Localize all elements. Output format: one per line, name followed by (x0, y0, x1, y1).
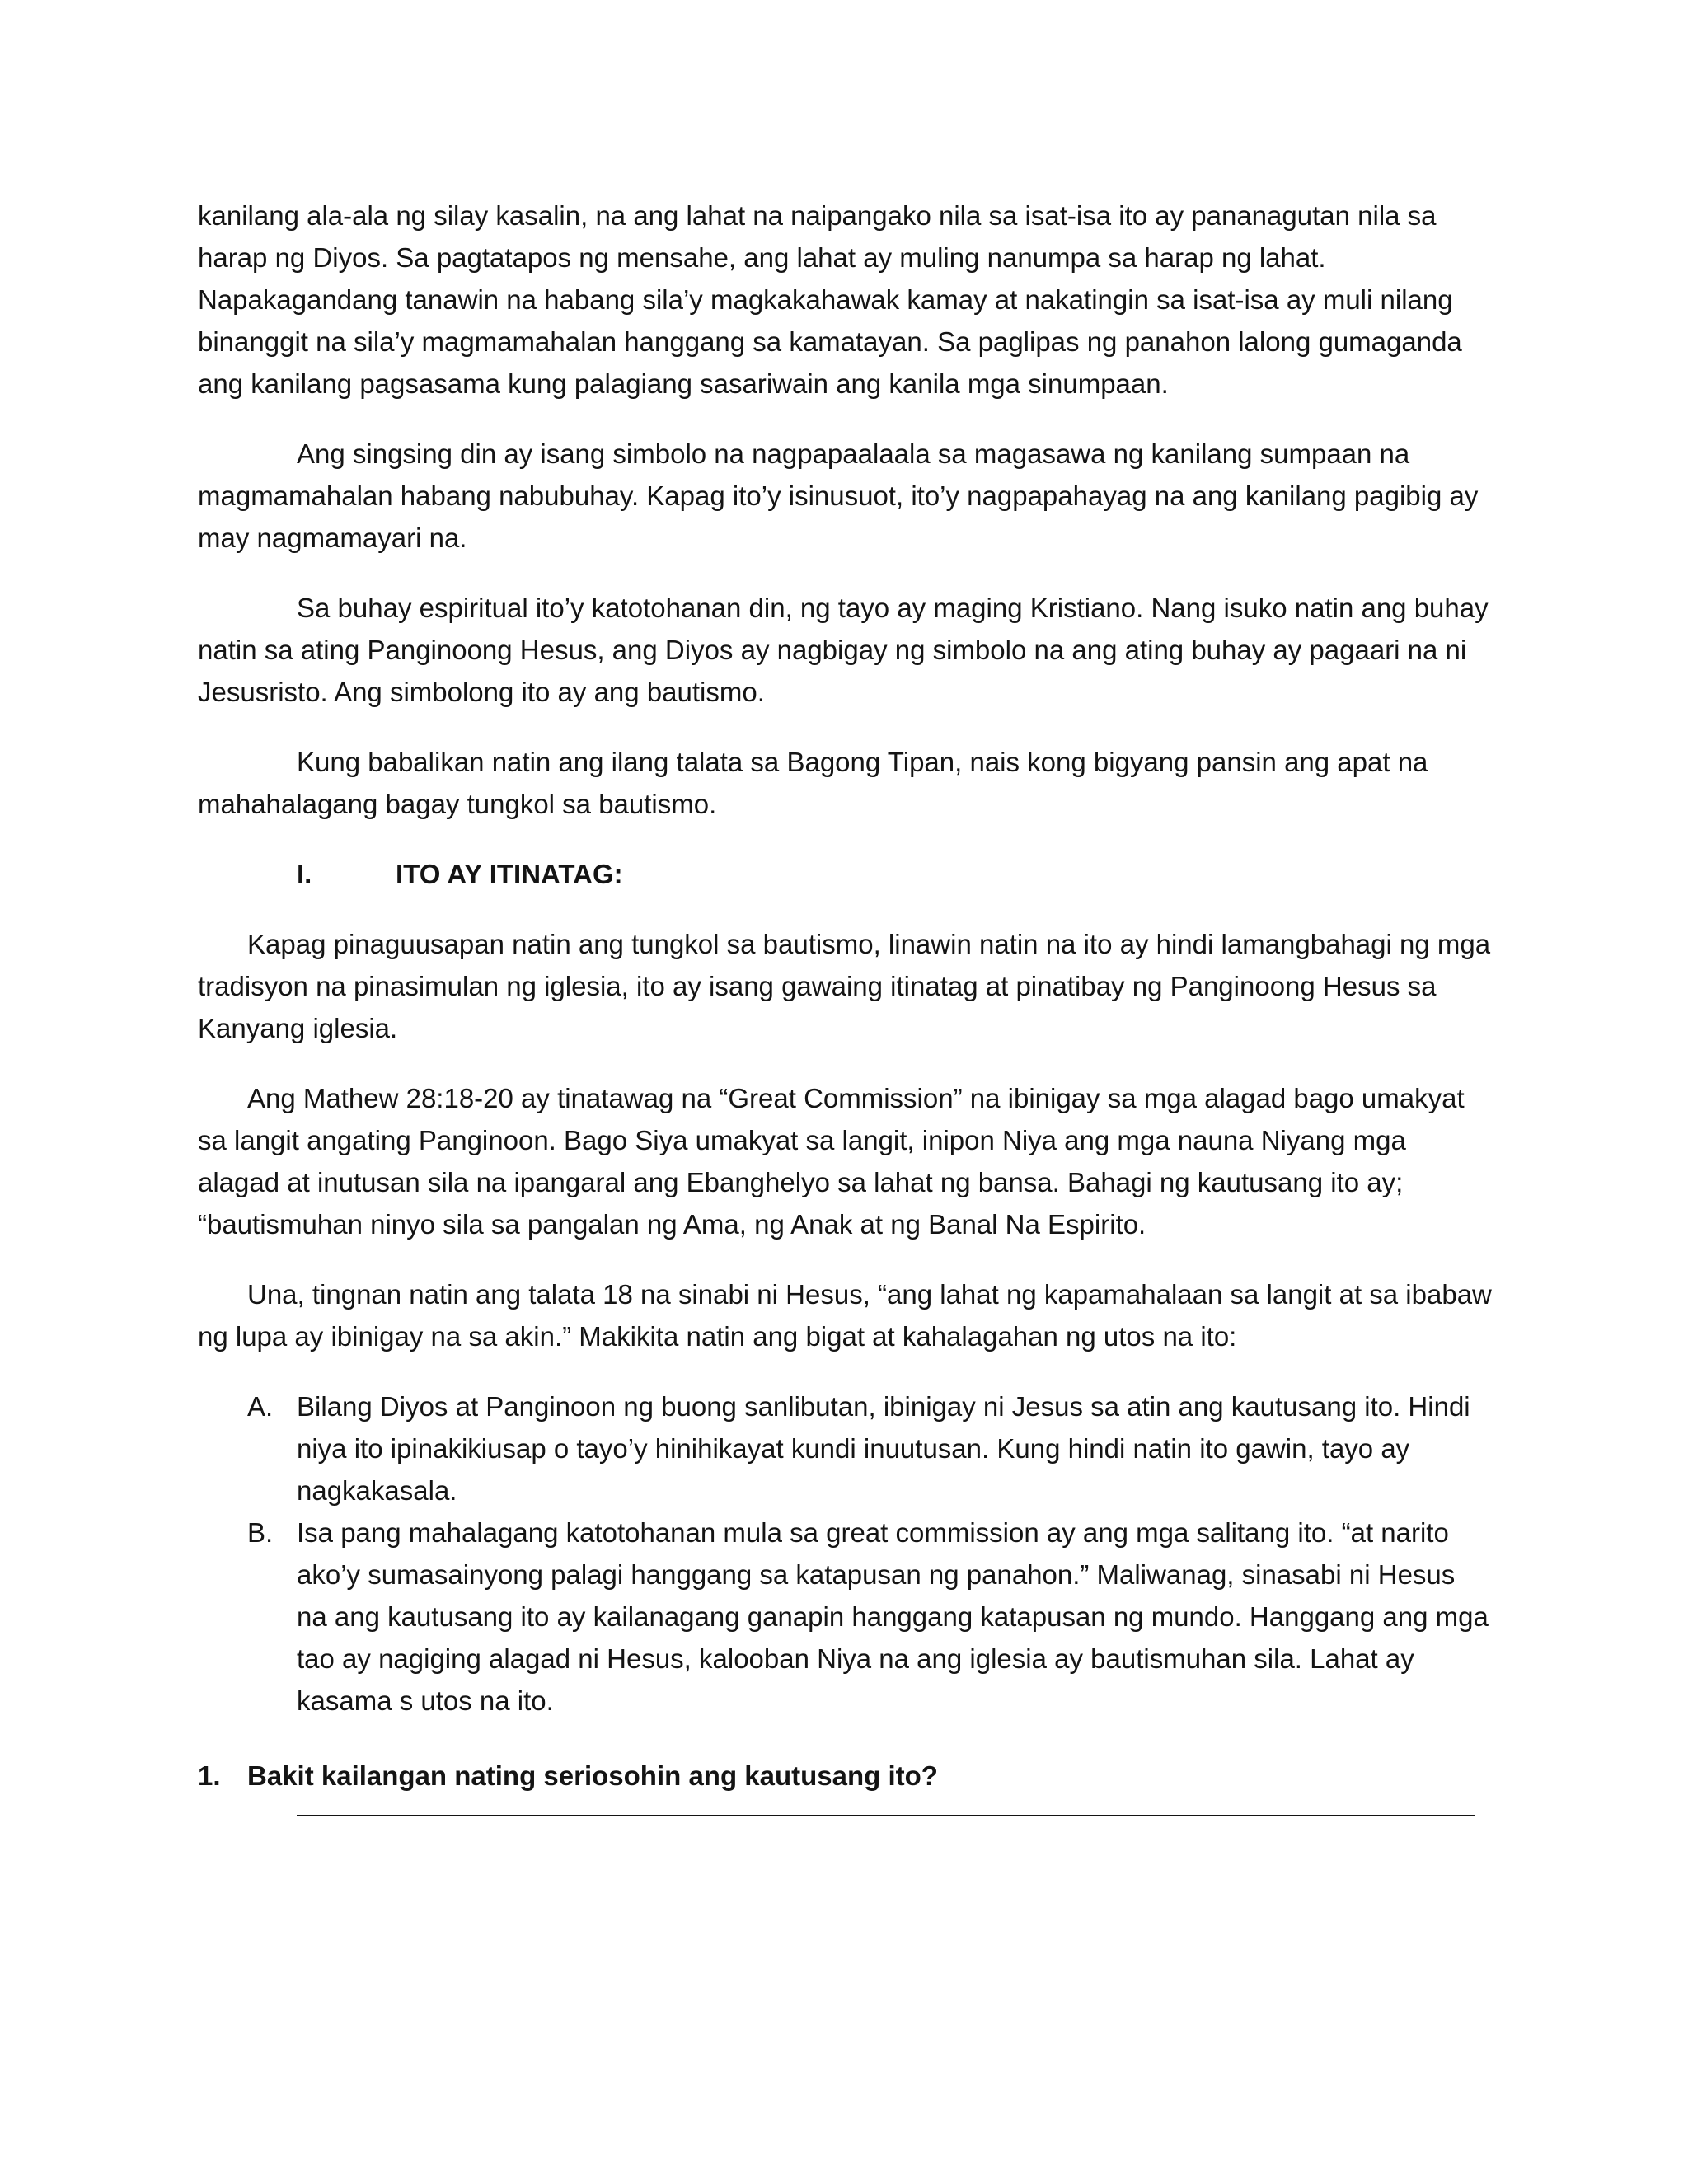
list-item-letter: B. (247, 1517, 274, 1548)
paragraph-itinatag: Kapag pinaguusapan natin ang tungkol sa bautismo, linawin natin na ito ay hindi lamangbahagi ng mga tradisyon na pinasimulan ng iglesia, ito ay isang gawaing itinatag at pinatibay ng Panginoong Hesus sa Kanyang iglesia. (198, 929, 1491, 1043)
paragraph-great-commission: Ang Mathew 28:18-20 ay tinatawag na “Great Commission” na ibinigay sa mga alagad bago umakyat sa langit angating Panginoon. Bago Siya umakyat sa langit, inipon Niya ang mga nauna Niyang mga alagad at inutusan sila na ipangaral ang Ebanghelyo sa lahat ng bansa. Bahagi ng kautusang ito ay; “bautismuhan ninyo sila sa pangalan ng Ama, ng Anak at ng Banal Na Espirito. (198, 1083, 1465, 1240)
list-item-letter: A. (247, 1391, 274, 1422)
question (198, 1755, 1492, 1797)
list-item (198, 1511, 1492, 1722)
paragraph-continuation: kanilang ala-ala ng silay kasalin, na ang lahat na naipangako nila sa isat-isa ito ay pananagutan nila sa harap ng Diyos. Sa pagtatapos ng mensahe, ang lahat ay muling nanumpa sa harap ng lahat. Napakagandang tanawin na habang sila’y magkakahawak kamay at nakatingin sa isat-isa ay muli nilang binanggit na sila’y magmamahalan hanggang sa kamatayan. Sa paglipas ng panahon lalong gumaganda ang kanilang pagsasama kung palagiang sasariwain ang kanila mga sinumpaan. (198, 200, 1462, 399)
list-item-text: Bilang Diyos at Panginoon ng buong sanlibutan, ibinigay ni Jesus sa atin ang kautusang ito. Hindi niya ito ipinakikiusap o tayo’y hinihikayat kundi inuutusan. Kung hindi natin ito gawin, tayo ay nagkakasala. (297, 1391, 1470, 1506)
paragraph-singsing: Ang singsing din ay isang simbolo na nagpapaalaala sa magasawa ng kanilang sumpaan na magmamahalan habang nabubuhay. Kapag ito’y isinusuot, ito’y nagpapahayag na ang kanilang pagibig ay may nagmamayari na. (198, 438, 1479, 553)
section-heading-title: ITO AY ITINATAG: (396, 859, 623, 889)
section-heading-number: I. (297, 859, 312, 889)
list-item (198, 1385, 1492, 1511)
lettered-list (198, 1385, 1492, 1722)
answer-line (297, 1815, 1475, 1816)
section-heading (198, 853, 1492, 895)
paragraph-buhay-espiritual: Sa buhay espiritual ito’y katotohanan din, ng tayo ay maging Kristiano. Nang isuko natin ang buhay natin sa ating Panginoong Hesus, ang Diyos ay nagbigay ng simbolo na ang ating buhay ay pagaari na ni Jesusristo. Ang simbolong ito ay ang bautismo. (198, 593, 1489, 707)
document-body (198, 194, 1492, 1816)
list-item-text: Isa pang mahalagang katotohanan mula sa great commission ay ang mga salitang ito. “at narito ako’y sumasainyong palagi hanggang sa katapusan ng panahon.” Maliwanag, sinasabi ni Hesus na ang kautusang ito ay kailanagang ganapin hanggang katapusan ng mundo. Hanggang ang mga tao ay nagiging alagad ni Hesus, kalooban Niya na ang iglesia ay bautismuhan sila. Lahat ay kasama s utos na ito. (297, 1517, 1489, 1716)
paragraph-talata-18: Una, tingnan natin ang talata 18 na sinabi ni Hesus, “ang lahat ng kapamahalaan sa langit at sa ibabaw ng lupa ay ibinigay na sa akin.” Makikita natin ang bigat at kahalagahan ng utos na ito: (198, 1279, 1492, 1352)
paragraph-bagong-tipan: Kung babalikan natin ang ilang talata sa Bagong Tipan, nais kong bigyang pansin ang apat na mahahalagang bagay tungkol sa bautismo. (198, 747, 1428, 819)
question-number: 1. (198, 1760, 221, 1791)
question-text: Bakit kailangan nating seriosohin ang kautusang ito? (247, 1760, 938, 1791)
